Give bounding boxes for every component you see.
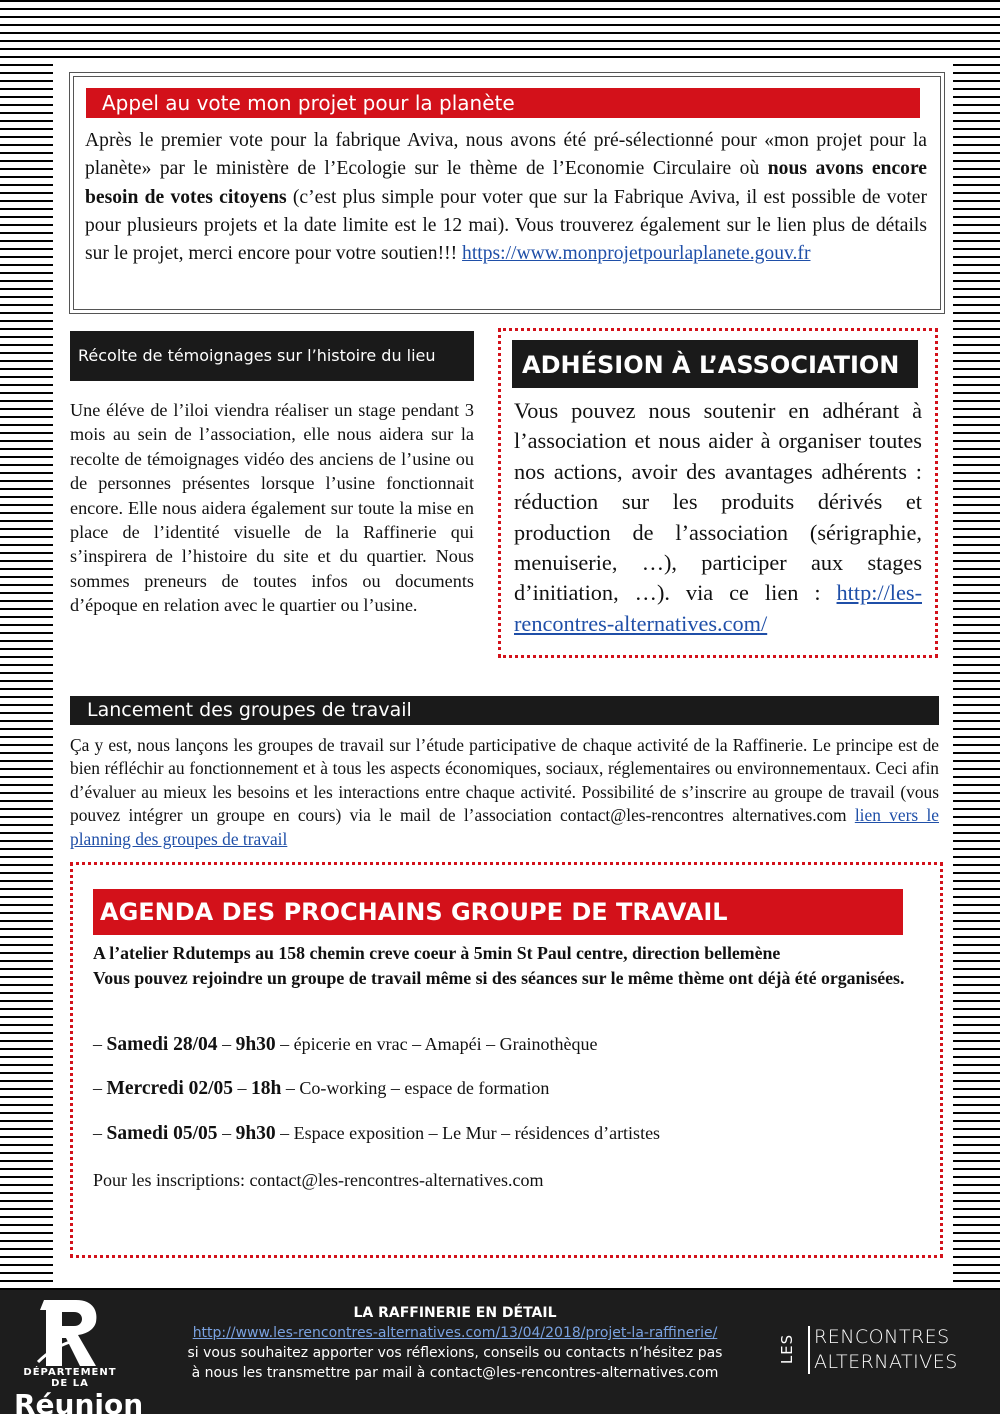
appel-text-bold: nous avons encore besoin de votes citoyens: [85, 158, 927, 208]
agenda-item: – Mercredi 02/05 – 18h – Co-working – espace de formation: [93, 1078, 550, 1099]
appel-link[interactable]: https://www.monprojetpourlaplanete.gouv.fr: [462, 243, 811, 265]
appel-text-part: Après le premier vote pour la fabrique Aviva, nous avons été pré-sélectionné pour «mon projet pour la planète» par le ministère de l’Ecologie sur le thème de l’Economie Circulaire où: [85, 130, 927, 180]
adhesion-title: ADHÉSION À L’ASSOCIATION: [512, 340, 918, 388]
groupes-text-body: Ça y est, nous lançons les groupes de travail sur l’étude participative de chaque activité de la Raffinerie. Le principe est de bien réfléchir au fonctionnement et à tous les aspects économiques, sociaux, réglementaires ou environnementaux. Ceci afin d’évaluer au mieux les besoins et les interactions entre chaque activité. Possibilité de s’inscrire au groupe de travail (vous pouvez intégrer un groupe en cours) via le mail de l’association contact@les-rencontres alternatives.com: [70, 735, 939, 826]
groupes-title: Lancement des groupes de travail: [70, 696, 939, 725]
appel-title: Appel au vote mon projet pour la planète: [86, 88, 920, 118]
footer-line1: si vous souhaitez apporter vos réflexions, conseils ou contacts n’hésitez pas: [187, 1345, 723, 1361]
footer-line2: à nous les transmettre par mail à contact@les-rencontres-alternatives.com: [191, 1365, 719, 1381]
logo-divider: [808, 1326, 810, 1374]
agenda-item-topics: Co-working – espace de formation: [299, 1078, 550, 1098]
logo-word2: ALTERNATIVES: [814, 1351, 958, 1373]
appel-text-part2: (c’est plus simple pour voter que sur la Fabrique Aviva, il est possible de voter pour plusieurs projets et la date limite est le 12 mai). Vous trouverez également sur le lien plus de détails sur le projet, merci encore pour votre soutien!!!: [85, 186, 927, 265]
agenda-item-topics: épicerie en vrac – Amapéi – Grainothèque: [293, 1034, 598, 1054]
agenda-inscriptions: [93, 1168, 543, 1192]
departement-label-line2: Réunion: [14, 1388, 144, 1421]
groupes-text: [70, 734, 939, 851]
temoignages-text: Une éléve de l’iloi viendra réaliser un stage pendant 3 mois au sein de l’association, elle nous aidera sur la recolte de témoignages vidéo des anciens de l’usine ou de personnes présentes lorsque l’usine fonctionnait encore. Elle nous aidera également sur toute la mise en place de l’identité visuelle de la Raffinerie qui s’inspirera de l’histoire du site et du quartier. Nous sommes preneurs de toutes infos ou documents d’époque en relation avec le quartier ou l’usine.: [70, 400, 474, 616]
adhesion-link[interactable]: http://les-rencontres-alternatives.com/: [514, 580, 922, 636]
logo-les-text: LES: [778, 1333, 797, 1365]
agenda-item: – Samedi 05/05 – 9h30 – Espace exposition – Le Mur – résidences d’artistes: [93, 1123, 661, 1144]
adhesion-text: [514, 396, 922, 639]
agenda-inscriptions-email: contact@les-rencontres-alternatives.com: [249, 1170, 544, 1190]
footer-center: [140, 1303, 770, 1383]
agenda-inscriptions-label: Pour les inscriptions:: [93, 1170, 250, 1190]
adhesion-text-body: Vous pouvez nous soutenir en adhérant à l’association et nous aider à organiser toutes nos actions, avoir des avantages adhérents : réduction sur les produits dérivés et production de l’association (sérigraphie, menuiserie, …), participer aux stages d’initiation, …). via ce lien :: [514, 398, 922, 606]
groupes-planning-link[interactable]: lien vers le planning des groupes de travail: [70, 805, 939, 849]
temoignages-title: Récolte de témoignages sur l’histoire du lieu: [70, 331, 474, 381]
agenda-title: AGENDA DES PROCHAINS GROUPE DE TRAVAIL: [93, 889, 903, 935]
agenda-item-date: Samedi 05/05: [106, 1123, 218, 1144]
agenda-item-topics: Espace exposition – Le Mur – résidences d’artistes: [293, 1123, 661, 1143]
footer-link[interactable]: http://www.les-rencontres-alternatives.com/13/04/2018/projet-la-raffinerie/: [192, 1325, 718, 1341]
footer-title: LA RAFFINERIE EN DÉTAIL: [353, 1305, 557, 1321]
logo-les: [778, 1326, 802, 1374]
agenda-item-date: Mercredi 02/05: [106, 1078, 234, 1099]
agenda-item-time: 9h30: [235, 1123, 276, 1144]
appel-text: [85, 127, 927, 268]
agenda-item: – Samedi 28/04 – 9h30 – épicerie en vrac – Amapéi – Grainothèque: [93, 1034, 598, 1055]
agenda-intro-line2: Vous pouvez rejoindre un groupe de travail même si des séances sur le même thème ont déjà été organisées.: [93, 967, 905, 988]
rencontres-alternatives-logo: [778, 1326, 984, 1376]
agenda-item-time: 9h30: [235, 1034, 276, 1055]
agenda-item-time: 18h: [251, 1078, 282, 1099]
agenda-intro: [93, 941, 928, 990]
departement-logo-icon: [36, 1296, 102, 1370]
agenda-item-date: Samedi 28/04: [106, 1034, 218, 1055]
logo-word1: RENCONTRES: [814, 1326, 950, 1348]
departement-label-line1: DÉPARTEMENT DE LA: [23, 1367, 117, 1389]
agenda-intro-line1: A l’atelier Rdutemps au 158 chemin creve coeur à 5min St Paul centre, direction bellemène: [93, 943, 781, 963]
departement-label: [14, 1367, 144, 1421]
